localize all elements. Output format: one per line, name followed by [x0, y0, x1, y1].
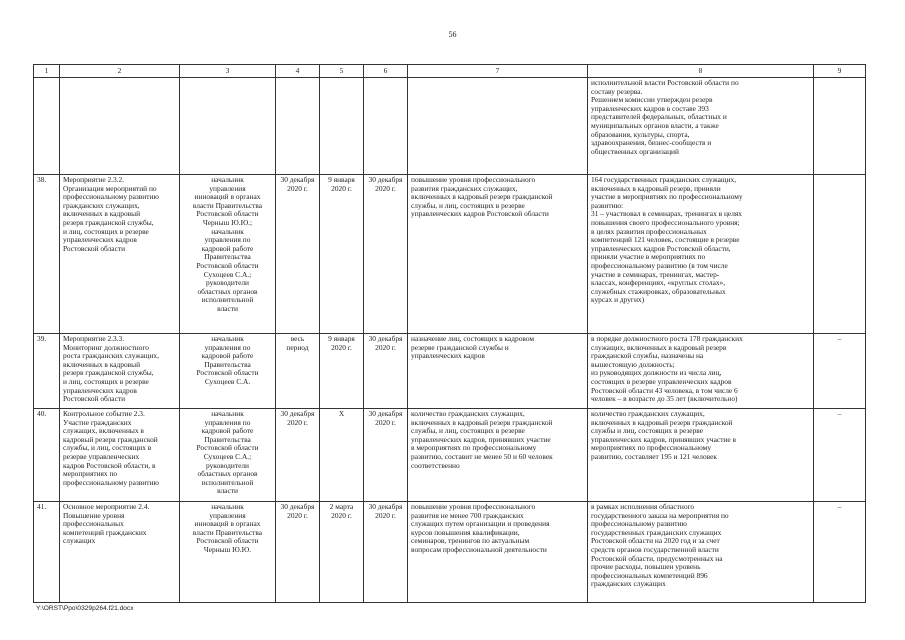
measure-name: Мероприятие 2.3.3. Мониторинг должностного роста гражданских служащих, включенных в кадровый резерв гражданской службы, и лиц, состоящих в резерве управленческих кадров Ростовской области — [60, 334, 180, 409]
planned-date: 30 декабря 2020 г. — [276, 502, 320, 603]
start-date: 2 марта 2020 г. — [320, 502, 364, 603]
table-row — [34, 334, 866, 409]
column-header: 2 — [60, 65, 180, 78]
executor-cell: начальник управления по кадровой работе Правительства Ростовской области Сухоцеев С.А.; руководители областных органов исполнительной власти — [180, 409, 276, 502]
row-number: 38. — [34, 175, 60, 334]
expected-result: повышение уровня профессионального развития гражданских служащих, включенных в кадровый резерв гражданской службы, и лиц, состоящих в резерве управленческих кадров Ростовской области — [408, 175, 588, 334]
start-date: X — [320, 409, 364, 502]
planned-date: 30 декабря 2020 г. — [276, 409, 320, 502]
row-number: 40. — [34, 409, 60, 502]
report-table — [33, 64, 866, 603]
executor-cell: начальник управления инноваций в органах власти Правительства Ростовской области Черныш Ю.Ю. — [180, 502, 276, 603]
reason-cell: – — [814, 334, 866, 409]
reason-cell: – — [814, 409, 866, 502]
result-cell: 164 государственных гражданских служащих, включенных в кадровый резерв, приняли участие в мероприятиях по профессиональному развитию: 31 – участвовал в семинарах, тренингах в целях повышения своего профессионального уровня; в целях развития профессиональных компетенций 121 человек, состоящие в резерве управленческих кадров Ростовской области, приняли участие в мероприятиях по профессиональному развитию (в том числе участие в семинарах, тренингах, мастер- классах, конференциях, «круглых столах», служебных стажировках, образовательных курсах и других) — [588, 175, 814, 334]
reason-cell — [814, 175, 866, 334]
measure-name: Основное мероприятие 2.4. Повышение уровня профессиональных компетенций гражданских служащих — [60, 502, 180, 603]
measure-name: Мероприятие 2.3.2. Организация мероприятий по профессиональному развитию гражданских служащих, включенных в кадровый резерв гражданской службы, и лиц, состоящих в резерве управленческих кадров Ростовской области — [60, 175, 180, 334]
column-header: 4 — [276, 65, 320, 78]
end-date: 30 декабря 2020 г. — [364, 175, 408, 334]
start-date: 9 января 2020 г. — [320, 175, 364, 334]
row-number: 39. — [34, 334, 60, 409]
result-cell: количество гражданских служащих, включенных в кадровый резерв гражданской службы и лиц, состоящих в резерве управленческих кадров, принявших участие в мероприятиях по профессиональному развитию, составляет 195 и 121 человек — [588, 409, 814, 502]
table-row-continuation — [34, 78, 866, 175]
column-header: 6 — [364, 65, 408, 78]
column-header: 7 — [408, 65, 588, 78]
planned-date: весь период — [276, 334, 320, 409]
result-cell: в рамках исполнения областного государственного заказа на мероприятия по профессиональному развитию государственных гражданских служащих Ростовской области на 2020 год и за счет средств органов государственной власти Ростовской области, предусмотренных на прочие расходы, повышен уровень профессиональных компетенций 896 гражданских служащих — [588, 502, 814, 603]
column-header: 8 — [588, 65, 814, 78]
column-header: 5 — [320, 65, 364, 78]
executor-cell: начальник управления инноваций в органах власти Правительства Ростовской области Черныш Ю.Ю.; начальник управления по кадровой работе Правительства Ростовской области Сухоцеев С.А.; руководители областных органов исполнительной власти — [180, 175, 276, 334]
reason-cell: – — [814, 502, 866, 603]
start-date: 9 января 2020 г. — [320, 334, 364, 409]
expected-result: повышение уровня профессионального развития не менее 700 гражданских служащих путем организации и проведения курсов повышения квалификации, семинаров, тренингов по актуальным вопросам профессиональной деятельности — [408, 502, 588, 603]
executor-cell: начальник управления по кадровой работе Правительства Ростовской области Сухоцеев С.А. — [180, 334, 276, 409]
column-header: 3 — [180, 65, 276, 78]
result-cell: исполнительной власти Ростовской области по составу резерва. Решением комиссии утвержден резерв управленческих кадров в составе 393 представителей федеральных, областных и муниципальных органов власти, а также образования, культуры, спорта, здравоохранения, бизнес-сообществ и общественных организаций — [588, 78, 814, 175]
column-header: 1 — [34, 65, 60, 78]
result-cell: в порядке должностного роста 178 гражданских служащих, включенных в кадровый резерв гражданской службы, назначены на вышестоящую должность; из руководящих должности из числа лиц, состоящих в резерве управленческих кадров Ростовской области 43 человека, в том числе 6 человек – в возрасте до 35 лет (включительно) — [588, 334, 814, 409]
header-row — [34, 65, 866, 78]
measure-name: Контрольное событие 2.3. Участие гражданских служащих, включенных в кадровый резерв гражданской службы, и лиц, состоящих в резерве управленческих кадров Ростовской области, в мероприятиях по профессиональному развитию — [60, 409, 180, 502]
column-header: 9 — [814, 65, 866, 78]
end-date: 30 декабря 2020 г. — [364, 334, 408, 409]
planned-date: 30 декабря 2020 г. — [276, 175, 320, 334]
row-number: 41. — [34, 502, 60, 603]
table-row — [34, 409, 866, 502]
expected-result: количество гражданских служащих, включенных в кадровый резерв гражданской службы, и лиц, состоящих в резерве управленческих кадров, принявших участие в мероприятиях по профессиональному развитию, составит не менее 50 и 60 человек соответственно — [408, 409, 588, 502]
end-date: 30 декабря 2020 г. — [364, 502, 408, 603]
file-path-footer: Y:\ORST\Ppo\0329p264.f21.docx — [36, 605, 134, 612]
expected-result: назначение лиц, состоящих в кадровом резерве гражданской службы и управленческих кадров — [408, 334, 588, 409]
table-row — [34, 502, 866, 603]
page-number: 56 — [448, 30, 457, 39]
table-row — [34, 175, 866, 334]
end-date: 30 декабря 2020 г. — [364, 409, 408, 502]
